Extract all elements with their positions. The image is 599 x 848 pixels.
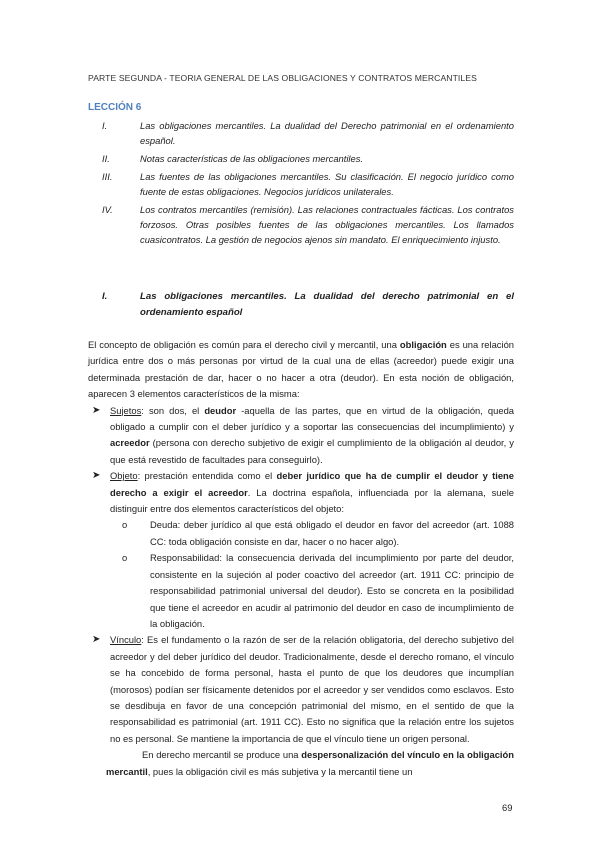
toc-item: [88, 169, 514, 199]
circle-bullet-icon: o: [122, 519, 128, 531]
bold-term: deudor: [204, 404, 237, 416]
section-number: I.: [102, 291, 108, 302]
text-run: : son dos, el: [141, 404, 205, 416]
bullet-text: [110, 403, 514, 469]
bullet-vinculo: [88, 632, 514, 747]
running-header: PARTE SEGUNDA - TEORIA GENERAL DE LAS OBLIGACIONES Y CONTRATOS MERCANTILES: [88, 73, 477, 83]
bullet-sujetos: [88, 403, 514, 469]
text-run: . La doctrina española, influenciada por la alemana, suele distinguir entre dos elementos característicos del objeto:: [110, 486, 514, 515]
section-title: Las obligaciones mercantiles. La dualidad del derecho patrimonial en el ordenamiento español: [140, 291, 514, 318]
sub-item-deuda: [88, 517, 514, 550]
toc-text: Los contratos mercantiles (remisión). Las relaciones contractuales fácticas. Los contratos forzosos. Otras posibles fuentes de las obligaciones mercantiles. Los llamados cuasicontratos. La gestión de negocios ajenos sin mandato. El enriquecimiento injusto.: [140, 204, 514, 245]
toc-item: [88, 151, 514, 166]
sub-item-responsabilidad: [88, 550, 514, 632]
text-run: En derecho mercantil se produce una: [142, 749, 302, 761]
text-run: : prestación entendida como el: [137, 470, 277, 482]
bullet-text: [110, 468, 514, 517]
bullet-label: Vínculo: [110, 634, 142, 646]
toc-item: [88, 118, 514, 148]
text-run: -aquella de las partes, que en virtud de la obligación, queda obligado a cumplir con el deber jurídico y a soportar las consecuencias del incumplimiento) y: [110, 404, 514, 433]
bullet-objeto: [88, 468, 514, 517]
sub-item-text: Responsabilidad: la consecuencia derivada del incumplimiento por parte del deudor, consistente en la sujeción al poder coactivo del acreedor (art. 1911 CC: principio de responsabilidad patrimonial universal del deudor). Esto se concreta en la posibilidad que tiene el acreedor en acudir al patrimonio del deudor en caso de incumplimiento de la obligación.: [150, 552, 514, 629]
circle-bullet-icon: o: [122, 552, 128, 564]
arrow-bullet-icon: ➤: [92, 634, 101, 646]
bullet-label: Sujetos: [110, 404, 142, 416]
toc-text: Las fuentes de las obligaciones mercantiles. Su clasificación. El negocio jurídico como fuente de estas obligaciones. Negocios jurídicos unilaterales.: [140, 171, 514, 197]
arrow-bullet-icon: ➤: [92, 404, 101, 416]
toc-text: Notas características de las obligaciones mercantiles.: [140, 153, 364, 164]
toc-number: IV.: [102, 204, 113, 215]
lesson-toc: [88, 118, 514, 250]
sub-item-text: Deuda: deber jurídico al que está obligado el deudor en favor del acreedor (art. 1088 CC: toda obligación consiste en dar, hacer o no hacer algo).: [150, 519, 514, 547]
text-run: (persona con derecho subjetivo de exigir el cumplimiento de la obligación al deudor, y que está revestido de facultades para conseguirlo).: [110, 437, 514, 465]
body-text: [88, 337, 514, 780]
final-paragraph: [88, 747, 514, 780]
bullet-text: [110, 632, 514, 747]
text-run: , pues la obligación civil es más subjetiva y la mercantil tiene un: [147, 765, 413, 777]
arrow-bullet-icon: ➤: [92, 470, 101, 482]
lesson-title: LECCIÓN 6: [88, 102, 142, 113]
text-run: El concepto de obligación es común para el derecho civil y mercantil, una: [88, 339, 400, 350]
bold-term: despersonalización del vínculo en la obligación mercantil: [106, 749, 514, 777]
toc-number: III.: [102, 171, 113, 182]
bold-term: acreedor: [110, 437, 150, 449]
intro-paragraph: [88, 337, 514, 403]
toc-item: [88, 202, 514, 247]
text-run: : Es el fundamento o la razón de ser de la relación obligatoria, del derecho subjetivo del acreedor y del deber jurídico del deudor. Tradicionalmente, desde el derecho romano, el vínculo se ha concebido de forma personal, hasta el punto de que los deudores que incumplían (morosos) podían ser físicamente detenidos por el acreedor y ser vendidos como esclavos. Esto se desdibuja en favor de una concepción patrimonial del mismo, en el sentido de que la responsabilidad es patrimonial (art. 1911 CC). Esto no significa que la relación entre los sujetos no es personal. Se mantiene la importancia de que el vínculo tiene un origen personal.: [110, 634, 514, 744]
section-heading: [88, 289, 514, 321]
page-number: 69: [502, 802, 513, 813]
text-run: es una relación jurídica entre dos o más personas por virtud de la cual una de ellas (acreedor) puede exigir una determinada prestación de dar, hacer o no hacer a otra (deudor). En esta noción de obligación, aparecen 3 elementos característicos de la misma:: [88, 339, 514, 400]
bold-term: deber jurídico que ha de cumplir el deudor y tiene derecho a exigir el acreedor: [110, 470, 514, 498]
toc-text: Las obligaciones mercantiles. La dualidad del Derecho patrimonial en el ordenamiento español.: [140, 120, 514, 146]
toc-number: I.: [102, 120, 108, 131]
bold-term: obligación: [399, 339, 447, 350]
bullet-label: Objeto: [110, 470, 138, 482]
toc-number: II.: [102, 153, 110, 164]
